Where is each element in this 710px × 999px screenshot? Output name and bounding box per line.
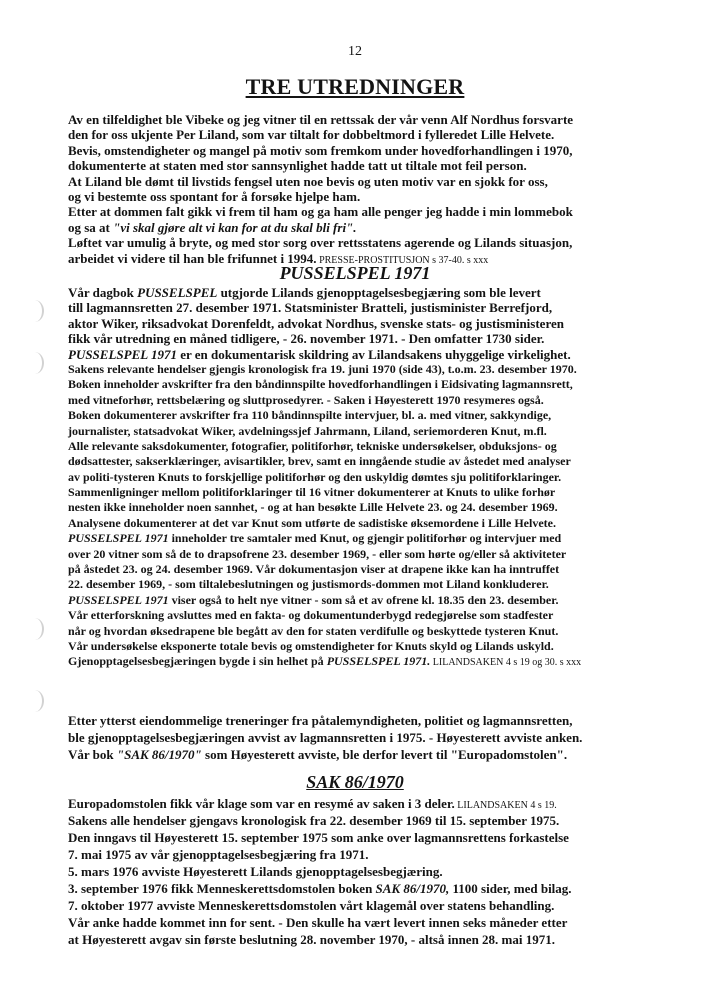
text-line: Vår undersøkelse eksponerte totale bevis og omstendigheter for Knuts skyld og Lilands uskyld. <box>68 638 554 653</box>
text-line <box>68 654 668 669</box>
text-span: Vår dagbok <box>68 285 138 300</box>
text-line: Bevis, omstendigheter og mangel på motiv som fremkom under hovedforhandlingen i 1970, <box>68 142 573 158</box>
binder-hole-mark <box>26 618 44 640</box>
text-line: Vår anke hadde kommet inn for sent. - Den skulle ha vært levert innen seks måneder etter <box>68 915 568 930</box>
text-line <box>68 880 668 897</box>
text-line: 5. mars 1976 avviste Høyesterett Lilands gjenopptagelsesbegjæring. <box>68 864 443 879</box>
text-line: nesten ikke inneholder noen sannhet, - og at han besøkte Lille Helvete 23. og 24. desember 1969. <box>68 500 558 515</box>
text-span: arbeidet vi videre til han ble frifunnet i 1994. <box>68 250 317 266</box>
book-title: "SAK 86/1970" <box>116 747 202 762</box>
text-span: er en dokumentarisk skildring av Lilandsakens uhyggelige virkelighet. <box>176 346 571 362</box>
text-line: Løftet var umulig å bryte, og med stor sorg over rettsstatens agerende og Lilands situasjon, <box>68 235 573 251</box>
section-heading-pusselspel: PUSSELSPEL 1971 <box>279 263 431 283</box>
book-title: PUSSELSPEL 1971. <box>326 654 431 669</box>
book-title: PUSSELSPEL 1971 <box>68 592 169 607</box>
text-line: 7. mai 1975 av vår gjenopptagelsesbegjæring fra 1971. <box>68 847 369 862</box>
text-line: Av en tilfeldighet ble Vibeke og jeg vitner til en rettssak der vår venn Alf Nordhus forsvarte <box>68 112 574 127</box>
pusselspel-paragraph <box>68 285 668 670</box>
text-span: Vår bok <box>68 747 117 762</box>
binder-hole-mark <box>26 690 44 712</box>
text-line: Etter ytterst eiendommelige treneringer fra påtalemyndigheten, politiet og lagmannsretten, <box>68 713 573 728</box>
text-line: den for oss ukjente Per Liland, som var tiltalt for dobbeltmord i fylleredet Lille Helvete. <box>68 127 555 143</box>
page-number: 12 <box>348 44 362 59</box>
text-line <box>68 746 668 763</box>
book-title: SAK 86/1970, <box>375 881 450 896</box>
text-span: inneholder tre samtaler med Knut, og gjengir politiforhør og intervjuer med <box>168 531 562 546</box>
text-line: Den inngavs til Høyesterett 15. september 1975 som anke over lagmannsrettens forkastelse <box>68 830 569 845</box>
book-title: PUSSELSPEL 1971 <box>68 531 169 546</box>
quote-text: "vi skal gjøre alt vi kan for at du skal bli fri". <box>113 219 357 235</box>
sak-paragraph <box>68 795 668 948</box>
text-span: Europadomstolen fikk vår klage som var en resymé av saken i 3 deler. <box>68 796 455 811</box>
text-line <box>68 285 668 300</box>
text-line: Sammenligninger mellom politiforklaringer til 16 vitner dokumenterer at Knuts to ulike forhør <box>68 485 556 500</box>
text-span: Gjenopptagelsesbegjæringen bygde i sin helhet på <box>68 654 327 669</box>
reference-note: LILANDSAKEN 4 s 19. <box>454 800 557 811</box>
text-span: som Høyesterett avviste, ble derfor levert til "Europadomstolen". <box>201 747 568 762</box>
text-span: viser også to helt nye vitner - som så et av ofrene kl. 18.35 den 23. desember. <box>168 592 559 607</box>
text-line: Sakens relevante hendelser gjengis kronologisk fra 19. juni 1970 (side 43), t.o.m. 23. desember 1970. <box>68 361 577 376</box>
text-span: 1100 sider, med bilag. <box>449 881 572 896</box>
text-line: Etter at dommen falt gikk vi frem til ham og ga ham alle penger jeg hadde i min lommebok <box>68 204 573 220</box>
text-span: og sa at <box>68 219 114 235</box>
text-line: At Liland ble dømt til livstids fengsel uten noe bevis og uten motiv var en sjokk for oss, <box>68 173 548 189</box>
text-line: og vi bestemte oss spontant for å forsøke hjelpe ham. <box>68 188 361 204</box>
binder-hole-mark <box>26 352 44 374</box>
book-title: PUSSELSPEL 1971 <box>68 346 177 362</box>
text-line: Boken inneholder avskrifter fra den båndinnspilte hovedforhandlingen i Eidsivating lagmannsrett, <box>68 377 573 392</box>
text-line: på åstedet 23. og 24. desember 1969. Vår dokumentasjon viser at drapene ikke kan ha inntruffet <box>68 562 560 577</box>
text-line: når og hvordan øksedrapene ble begått av den for staten verdifulle og beskyttede tysteren Knut. <box>68 623 559 638</box>
text-line: Alle relevante saksdokumenter, fotografier, politiforhør, tekniske undersøkelser, obduksjons- og <box>68 438 557 453</box>
text-line: med vitneforhør, rettsbelæring og sluttprosedyrer. - Saken i Høyesterett 1970 resymeres også. <box>68 392 544 407</box>
text-span: 3. september 1976 fikk Menneskerettsdomstolen boken <box>68 881 376 896</box>
text-line: Analysene dokumenterer at det var Knut som utførte de sadistiske øksemordene i Lille Helvete. <box>68 515 556 530</box>
text-line: dødsattester, sakserklæringer, avisartikler, brev, samt en inngående studie av åstedet med analyser <box>68 454 571 469</box>
text-span: utgjorde Lilands gjenopptagelsesbegjæring som ble levert <box>217 285 541 300</box>
text-line: 22. desember 1969, - som tiltalebeslutningen og justismords-dommen mot Liland konkluderer. <box>68 577 549 592</box>
text-line <box>68 531 668 546</box>
intro-paragraph <box>68 112 668 266</box>
text-line: av politi-tysteren Knuts to forskjellige politiforhør og den uskyldig dømtes sju politiforklaringer. <box>68 469 562 484</box>
text-line: dokumenterte at staten med stor sannsynlighet hadde tatt ut tiltale mot feil person. <box>68 158 527 174</box>
text-line: ble gjenopptagelsesbegjæringen avvist av lagmannsretten i 1975. - Høyesterett avviste anken. <box>68 730 583 745</box>
binder-hole-mark <box>26 300 44 322</box>
text-line: aktor Wiker, riksadvokat Dorenfeldt, advokat Nordhus, svenske stats- og justisministeren <box>68 315 564 331</box>
text-line <box>68 347 668 362</box>
section-heading-sak: SAK 86/1970 <box>306 772 404 792</box>
text-line: at Høyesterett avgav sin første beslutning 28. november 1970, - altså innen 28. mai 1971. <box>68 932 555 947</box>
book-title: PUSSELSPEL <box>137 285 218 300</box>
text-line <box>68 795 668 812</box>
reference-note: PRESSE-PROSTITUSJON s 37-40. s xxx <box>316 254 489 266</box>
text-line: 7. oktober 1977 avviste Menneskerettsdomstolen vårt klagemål over statens behandling. <box>68 898 555 913</box>
text-line: Vår etterforskning avsluttes med en fakta- og dokumentunderbygd redegjørelse som stadfester <box>68 608 554 623</box>
text-line: till lagmannsretten 27. desember 1971. Statsminister Bratteli, justisminister Berrefjord, <box>68 300 553 316</box>
text-line <box>68 220 668 235</box>
text-line: fikk vår utredning en måned tidligere, - 26. november 1971. - Den omfatter 1730 sider. <box>68 331 545 347</box>
reference-note: LILANDSAKEN 4 s 19 og 30. s xxx <box>430 657 582 669</box>
page-title: TRE UTREDNINGER <box>245 74 465 99</box>
middle-paragraph <box>68 712 668 763</box>
text-line <box>68 593 668 608</box>
text-line: Sakens alle hendelser gjengavs kronologisk fra 22. desember 1969 til 15. september 1975. <box>68 813 560 828</box>
text-line: journalister, statsadvokat Wiker, avdelningssjef Jahrmann, Liland, seriemorderen Knut, m.fl. <box>68 423 547 438</box>
text-line: over 20 vitner som så de to drapsofrene 23. desember 1969, - eller som hørte og/eller så aktiviteter <box>68 546 567 561</box>
text-line: Boken dokumenterer avskrifter fra 110 båndinnspilte intervjuer, bl. a. med vitner, sakkyndige, <box>68 408 552 423</box>
